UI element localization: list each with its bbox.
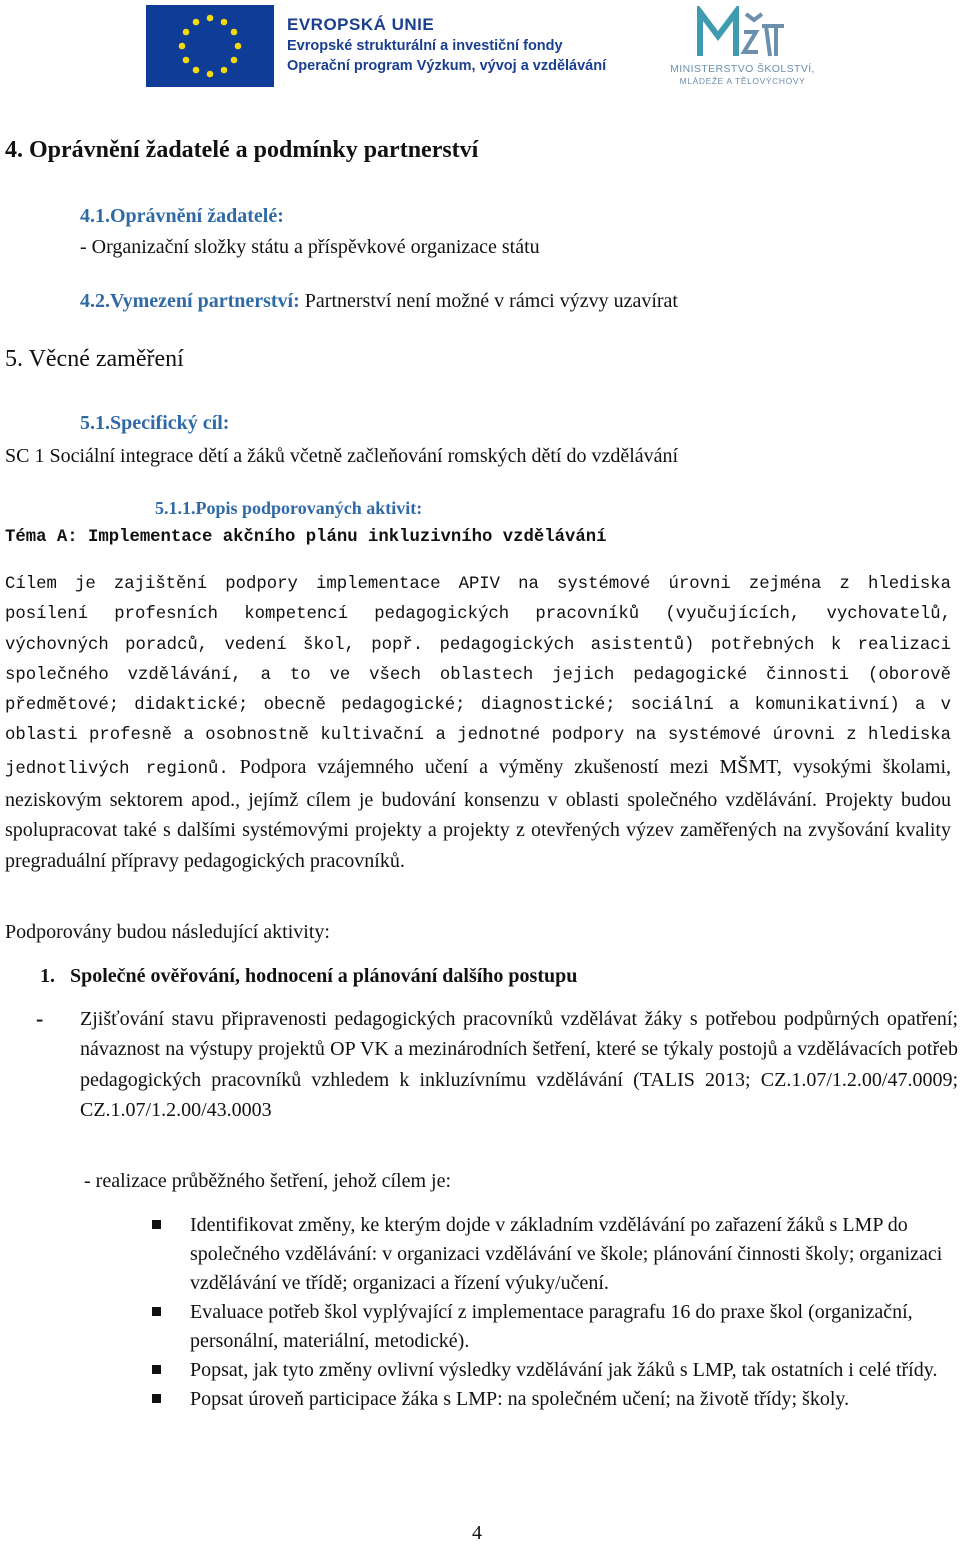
goal-paragraph-serif: Podpora vzájemného učení a výměny zkušeností mezi MŠMT, vysokými školami, neziskovým sektorem apod., jejímž cílem je budování konsenzu v oblasti společného vzdělávání. Projekty budou spolupracovat také s dalšími systémovými projekty a projekty z otevřených výzev zaměřených na zvyšování kvality pregraduální přípravy pedagogických pracovníků. [5, 755, 952, 872]
section4-2-text: Partnerství není možné v rámci výzvy uzavírat [299, 290, 678, 312]
section5-1-heading: 5.1.Specifický cíl: [80, 412, 230, 434]
square-bullet-icon [152, 1394, 161, 1403]
square-bullet-icon [152, 1365, 161, 1374]
activity-1-heading [40, 963, 720, 989]
eu-op-label: Operační program Výzkum, vývoj a vzdělávání [287, 58, 607, 74]
section4-2-line [80, 288, 678, 314]
eu-funds-label: Evropské strukturální a investiční fondy [287, 38, 563, 54]
eu-union-label: EVROPSKÁ UNIE [287, 15, 435, 34]
msmt-logo [696, 6, 788, 60]
activity-1-number: 1. [40, 965, 55, 987]
activity-1-title: Společné ověřování, hodnocení a plánování dalšího postupu [70, 965, 578, 987]
goal-paragraph [5, 570, 951, 876]
square-bullet-icon [152, 1220, 161, 1229]
list-item: Popsat, jak tyto změny ovlivní výsledky vzdělávání jak žáků s LMP, tak ostatních i celé třídy. [150, 1356, 950, 1385]
page-number: 4 [472, 1522, 482, 1544]
dash-item-text: Zjišťování stavu připravenosti pedagogických pracovníků vzdělávat žáky s potřebou podpůrných opatření; návaznost na výstupy projektů OP VK a mezinárodních šetření, které se týkaly postojů a vzdělávacích potřeb pedagogických pracovníků vzhledem k inkluzívnímu vzdělávání (TALIS 2013; CZ.1.07/1.2.00/47.0009; CZ.1.07/1.2.00/43.0003 [80, 1008, 958, 1122]
section4-2-label: 4.2.Vymezení partnerství: [80, 290, 300, 312]
section5-heading: 5. Věcné zaměření [5, 346, 184, 372]
list-item: Identifikovat změny, ke kterým dojde v základním vzdělávání po zařazení žáků s LMP do společného vzdělávání: v organizaci vzdělávání ve škole; plánování činnosti školy; organizaci vzdělávání ve třídě; organizaci a řízení výuky/učení. [150, 1211, 950, 1298]
dash-marker: - [36, 1006, 44, 1031]
supported-intro: Podporovány budou následující aktivity: [5, 921, 330, 943]
msmt-line1: MINISTERSTVO ŠKOLSTVÍ, [670, 63, 815, 75]
theme-heading: Téma A: Implementace akčního plánu inkluzivního vzdělávání [5, 528, 607, 547]
msmt-line2: MLÁDEŽE A TĚLOVÝCHOVY [679, 76, 806, 86]
goal-paragraph-mono: Cílem je zajištění podpory implementace APIV na systémové úrovni zejména z hlediska posílení profesních kompetencí pedagogických pracovníků (vyučujících, vychovatelů, výchovných poradců, vedení škol, popř. pedagogických asistentů) potřebných k realizaci společného vzdělávání, a to ve všech oblastech jejich pedagogické činnosti (oborově předmětové; didaktické; obecně pedagogické; diagnostické; sociální a komunikativní) a v oblasti profesně a osobnostně kultivační a jednotné podpory na systémové úrovni z hlediska jednotlivých regionů. [5, 575, 951, 779]
bullet-list [150, 1211, 950, 1414]
eu-program-text [287, 14, 606, 76]
section4-1-heading: 4.1.Oprávnění žadatelé: [80, 205, 284, 227]
sub-dash-item: - realizace průběžného šetření, jehož cílem je: [84, 1170, 452, 1192]
section5-1-1-heading: 5.1.1.Popis podporovaných aktivit: [155, 498, 423, 518]
list-item: Popsat úroveň participace žáka s LMP: na společném učení; na životě třídy; školy. [150, 1385, 950, 1414]
square-bullet-icon [152, 1307, 161, 1316]
msmt-text [660, 63, 825, 87]
specific-goal: SC 1 Sociální integrace dětí a žáků včetně začleňování romských dětí do vzdělávání [5, 445, 679, 467]
section4-heading: 4. Oprávnění žadatelé a podmínky partnerství [5, 137, 479, 163]
section4-1-item: - Organizační složky státu a příspěvkové organizace státu [80, 236, 540, 258]
eu-flag-logo [146, 5, 274, 87]
list-item: Evaluace potřeb škol vyplývající z implementace paragrafu 16 do praxe škol (organizační, personální, materiální, metodické). [150, 1298, 950, 1356]
